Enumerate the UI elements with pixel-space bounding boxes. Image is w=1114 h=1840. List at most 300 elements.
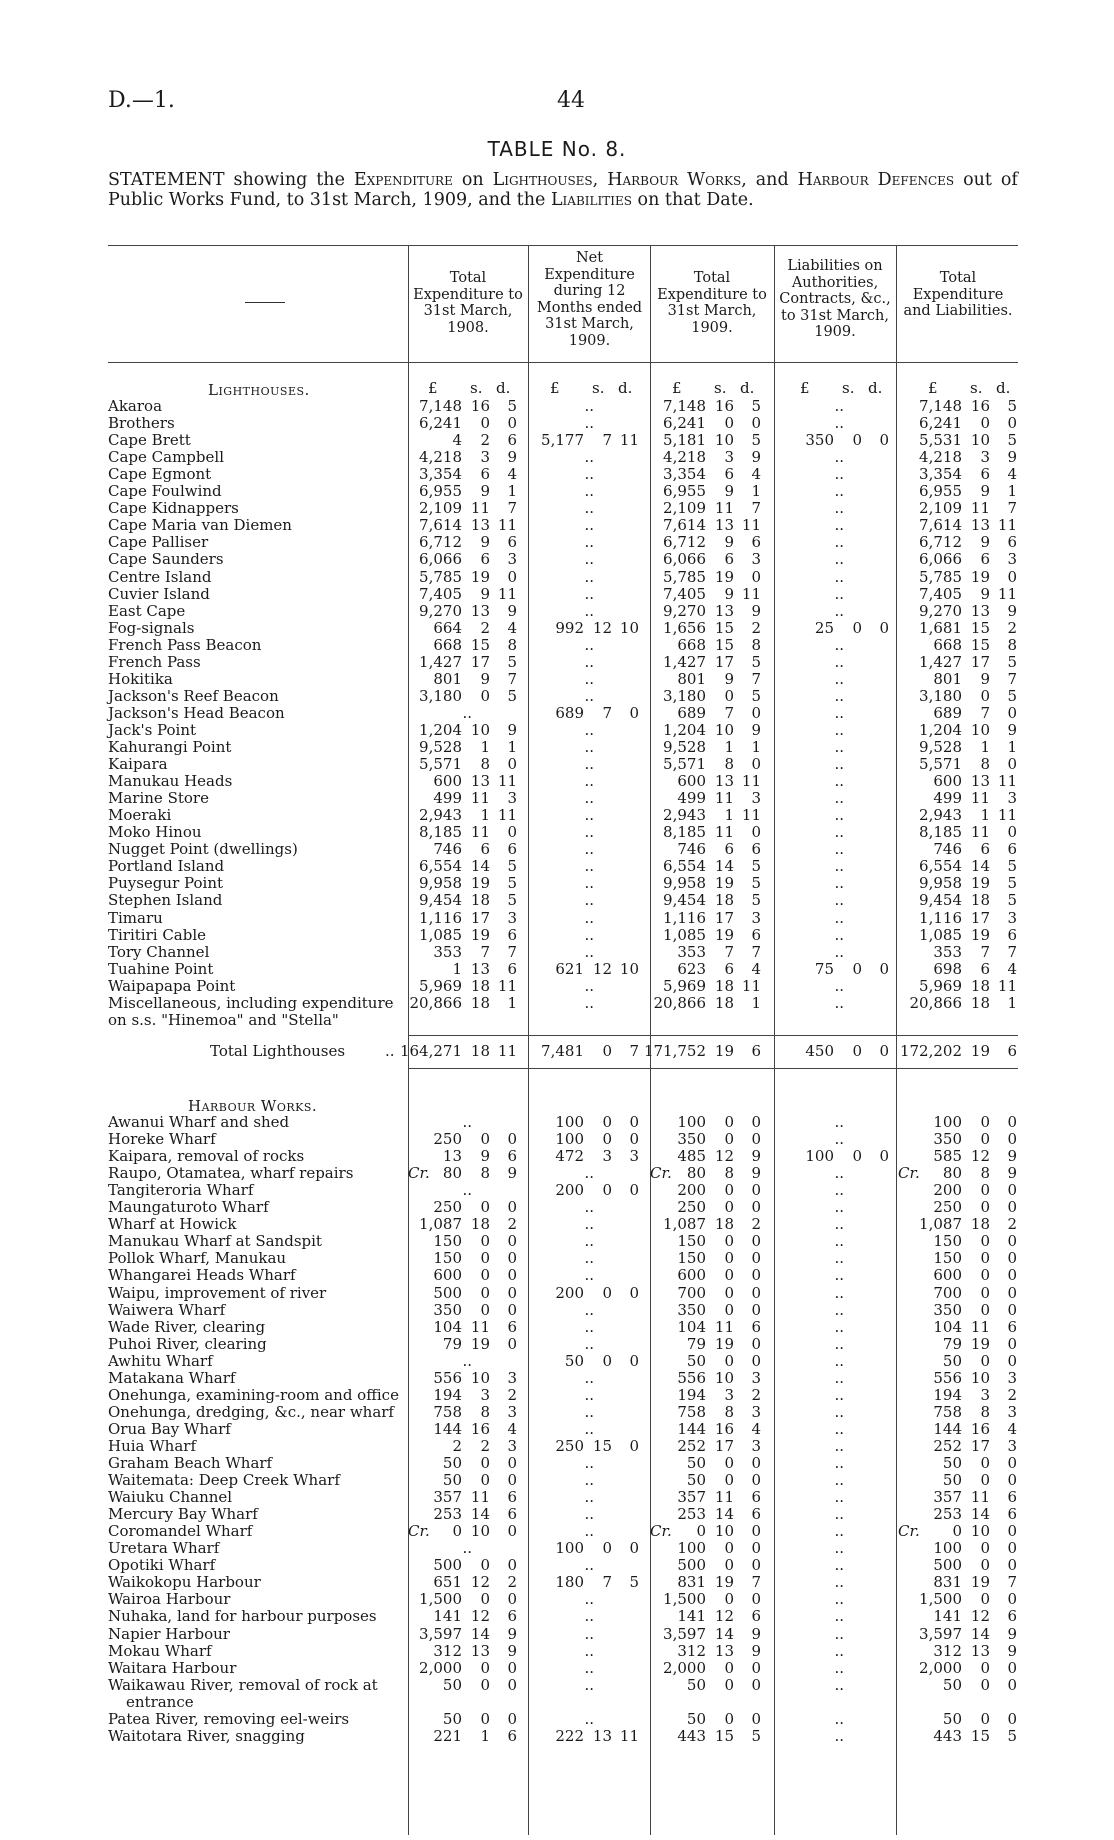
shillings-value: 13 — [714, 772, 734, 791]
pounds-value: 253 — [677, 1505, 706, 1524]
row-label: Wharf at Howick — [108, 1215, 237, 1234]
shillings-value: 0 — [980, 1454, 990, 1472]
row-label: Graham Beach Wharf — [108, 1454, 273, 1472]
pence-value: 11 — [997, 516, 1017, 535]
shillings-value: 11 — [970, 1488, 990, 1507]
pence-value: 3 — [507, 908, 517, 927]
pence-value: 7 — [751, 1573, 761, 1592]
shillings-value: 0 — [480, 1556, 490, 1575]
empty-cell-dots: .. — [584, 1317, 594, 1336]
shillings-value: 19 — [970, 1334, 990, 1353]
empty-cell-dots: .. — [834, 1181, 844, 1200]
pounds-value: 1,500 — [419, 1590, 462, 1609]
empty-cell-dots: .. — [834, 1505, 844, 1524]
empty-cell-dots: .. — [584, 1164, 594, 1183]
lighthouse-row — [0, 995, 1114, 1012]
shillings-value: 10 — [970, 1368, 990, 1387]
shillings-value: 9 — [480, 584, 490, 603]
pence-value: 0 — [751, 1249, 761, 1268]
lighthouse-row — [0, 466, 1114, 483]
shillings-value: 7 — [602, 1573, 612, 1592]
shillings-value: 19 — [970, 874, 990, 893]
empty-cell-dots: .. — [834, 669, 844, 688]
shillings-value: 9 — [724, 533, 734, 552]
pounds-value: 50 — [686, 1454, 706, 1472]
pounds-value: 600 — [677, 1266, 706, 1285]
pence-value: 7 — [1007, 669, 1017, 688]
empty-cell-dots: .. — [584, 1266, 594, 1285]
empty-cell-dots: .. — [584, 942, 594, 961]
harbour-row — [0, 1319, 1114, 1336]
pence-value: 5 — [1007, 686, 1017, 705]
row-label: Patea River, removing eel-weirs — [108, 1709, 350, 1728]
pence-value: 1 — [751, 482, 761, 501]
shillings-value: 6 — [480, 465, 490, 484]
empty-cell-dots: .. — [584, 772, 594, 791]
document-id: D.—1. — [108, 88, 175, 113]
pounds-value: 472 — [555, 1147, 584, 1166]
empty-cell-dots: .. — [834, 1539, 844, 1558]
harbour-row — [0, 1182, 1114, 1199]
empty-cell-dots: .. — [584, 976, 594, 995]
shillings-value: 13 — [714, 601, 734, 620]
pounds-value: 500 — [433, 1283, 462, 1302]
row-label: Huia Wharf — [108, 1436, 196, 1455]
shillings-value: 15 — [970, 1726, 990, 1745]
shillings-value: 8 — [980, 1164, 990, 1183]
lighthouse-row — [0, 739, 1114, 756]
shillings-value: 9 — [724, 669, 734, 688]
pounds-value: 79 — [686, 1334, 706, 1353]
harbour-row — [0, 1455, 1114, 1472]
pence-value: 4 — [1007, 1419, 1017, 1438]
shillings-value: 1 — [724, 806, 734, 825]
pounds-value: 700 — [677, 1283, 706, 1302]
shillings-value: 0 — [980, 1556, 990, 1575]
shillings-value: 13 — [970, 516, 990, 535]
pence-value: 9 — [1007, 1641, 1017, 1660]
credit-mark: Cr. — [650, 1522, 672, 1541]
pence-value: 9 — [751, 1641, 761, 1660]
pounds-value: 746 — [933, 840, 962, 859]
pounds-value: 6,955 — [663, 482, 706, 501]
shillings-value: 7 — [724, 703, 734, 722]
lighthouse-row — [0, 978, 1114, 995]
pounds-value: 7,481 — [541, 1042, 584, 1060]
shillings-value: 17 — [714, 908, 734, 927]
pence-value: 0 — [507, 1334, 517, 1353]
empty-cell-dots: .. — [584, 1334, 594, 1353]
row-label: Matakana Wharf — [108, 1368, 236, 1387]
lighthouse-row — [0, 500, 1114, 517]
pounds-value: 7,405 — [419, 584, 462, 603]
row-label: Waikawau River, removal of rock at — [108, 1675, 378, 1694]
pounds-value: 150 — [433, 1249, 462, 1268]
shillings-value: 0 — [980, 1113, 990, 1131]
empty-cell-dots: .. — [584, 567, 594, 586]
pounds-value: 992 — [555, 618, 584, 637]
shillings-value: 1 — [980, 806, 990, 825]
shillings-value: 19 — [470, 874, 490, 893]
empty-cell-dots: .. — [834, 1641, 844, 1660]
pounds-value: 200 — [555, 1283, 584, 1302]
pounds-value: 350 — [677, 1300, 706, 1319]
shillings-value: 10 — [714, 1368, 734, 1387]
shillings-value: 11 — [970, 789, 990, 808]
pence-value: 0 — [751, 1471, 761, 1490]
pence-value: 9 — [507, 448, 517, 467]
shillings-value: 18 — [970, 891, 990, 910]
pence-value: 0 — [751, 1590, 761, 1609]
shillings-value: 0 — [724, 1539, 734, 1558]
empty-cell-dots: .. — [584, 857, 594, 876]
shillings-value: 0 — [602, 1351, 612, 1370]
pence-value: 0 — [629, 1130, 639, 1149]
row-label: on s.s. "Hinemoa" and "Stella" — [108, 1010, 339, 1029]
pence-value: 9 — [1007, 1147, 1017, 1166]
shillings-value: 0 — [980, 1130, 990, 1149]
shillings-value: 17 — [714, 1436, 734, 1455]
pounds-value: 353 — [933, 942, 962, 961]
shillings-value: 3 — [480, 448, 490, 467]
pounds-value: 2,000 — [919, 1658, 962, 1677]
empty-cell-dots: .. — [584, 1300, 594, 1319]
shillings-value: 9 — [980, 669, 990, 688]
pence-value: 7 — [751, 942, 761, 961]
pounds-value: 144 — [677, 1419, 706, 1438]
pounds-value: 600 — [933, 772, 962, 791]
lighthouse-row — [0, 807, 1114, 824]
pence-value: 6 — [507, 1726, 517, 1745]
lighthouse-row — [0, 671, 1114, 688]
shillings-value: 19 — [970, 567, 990, 586]
shillings-value: 0 — [980, 1471, 990, 1490]
shillings-value: 8 — [480, 1402, 490, 1421]
pounds-value: 141 — [433, 1607, 462, 1626]
pence-value: 0 — [629, 1351, 639, 1370]
pence-value: 11 — [741, 772, 761, 791]
lighthouse-row — [0, 910, 1114, 927]
row-label: Maungaturoto Wharf — [108, 1198, 269, 1217]
empty-cell-dots: .. — [584, 414, 594, 433]
column-header-total-and-liabilities: Total Expenditure and Liabilities. — [903, 270, 1013, 319]
pence-value: 1 — [507, 482, 517, 501]
harbour-row — [0, 1302, 1114, 1319]
pence-value: 0 — [507, 1454, 517, 1472]
empty-cell-dots: .. — [834, 1607, 844, 1626]
shillings-value: 16 — [470, 397, 490, 415]
empty-cell-dots: .. — [584, 993, 594, 1012]
shillings-value: 15 — [714, 1726, 734, 1745]
pence-value: 0 — [751, 1130, 761, 1149]
row-label: Brothers — [108, 414, 175, 433]
pounds-value: 1,427 — [419, 652, 462, 671]
empty-cell-dots: .. — [584, 482, 594, 501]
empty-cell-dots: .. — [834, 1198, 844, 1217]
pence-value: 3 — [751, 1436, 761, 1455]
pound-symbol: £ — [672, 379, 682, 397]
pence-value: 0 — [751, 1198, 761, 1217]
row-label: Cape Foulwind — [108, 482, 222, 501]
empty-cell-dots: .. — [834, 1488, 844, 1507]
empty-cell-dots: .. — [834, 1266, 844, 1285]
empty-cell-dots: .. — [834, 1726, 844, 1745]
shillings-value: 10 — [970, 431, 990, 450]
pence-value: 4 — [751, 1419, 761, 1438]
pence-value: 0 — [1007, 1198, 1017, 1217]
shillings-value: 18 — [714, 993, 734, 1012]
empty-cell-dots: .. — [834, 1709, 844, 1728]
lighthouse-row — [0, 569, 1114, 586]
empty-cell-dots: .. — [834, 1351, 844, 1370]
row-label: Moeraki — [108, 806, 172, 825]
shillings-value: 13 — [470, 601, 490, 620]
pence-value: 0 — [879, 1042, 889, 1060]
shillings-value: 7 — [602, 703, 612, 722]
row-label: Tuahine Point — [108, 959, 214, 978]
pence-value: 9 — [751, 1624, 761, 1643]
shillings-value: 12 — [470, 1573, 490, 1592]
pence-value: 0 — [751, 567, 761, 586]
shillings-value: 0 — [724, 1658, 734, 1677]
shillings-value: 8 — [724, 1402, 734, 1421]
pounds-value: 144 — [933, 1419, 962, 1438]
pence-value: 9 — [1007, 1164, 1017, 1183]
empty-cell-dots: .. — [584, 1505, 594, 1524]
shillings-value: 11 — [714, 823, 734, 842]
pounds-value: 600 — [433, 772, 462, 791]
pounds-value: 2,109 — [663, 499, 706, 518]
harbour-row — [0, 1489, 1114, 1506]
pence-value: 0 — [751, 823, 761, 842]
pounds-value: 556 — [677, 1368, 706, 1387]
total-bottom-rule — [408, 1068, 1018, 1069]
shillings-value: 12 — [970, 1607, 990, 1626]
shillings-value: 6 — [724, 840, 734, 859]
pence-value: 0 — [1007, 1590, 1017, 1609]
empty-cell-dots: .. — [834, 601, 844, 620]
row-label: Opotiki Wharf — [108, 1556, 216, 1575]
harbour-row — [0, 1233, 1114, 1250]
shillings-value: 0 — [724, 1351, 734, 1370]
pence-value: 2 — [507, 1215, 517, 1234]
lighthouse-row — [0, 1012, 1114, 1029]
pounds-value: 758 — [933, 1402, 962, 1421]
empty-cell-dots: .. — [834, 891, 844, 910]
pounds-value: 104 — [933, 1317, 962, 1336]
pence-value: 0 — [507, 1556, 517, 1575]
pounds-value: 150 — [433, 1232, 462, 1251]
lighthouse-row — [0, 773, 1114, 790]
pounds-value: 7,148 — [663, 397, 706, 415]
pence-value: 11 — [619, 1726, 639, 1745]
pence-value: 5 — [751, 431, 761, 450]
pounds-value: 6,554 — [663, 857, 706, 876]
empty-cell-dots: .. — [584, 1675, 594, 1694]
empty-cell-dots: .. — [834, 1471, 844, 1490]
row-label: Hokitika — [108, 669, 173, 688]
pence-value: 3 — [507, 550, 517, 569]
pounds-value: 350 — [805, 431, 834, 450]
harbour-row — [0, 1216, 1114, 1233]
row-label: Jackson's Head Beacon — [108, 703, 285, 722]
pence-label: d. — [868, 379, 883, 397]
harbour-row — [0, 1285, 1114, 1302]
pence-value: 1 — [1007, 738, 1017, 756]
pounds-value: 164,271 — [399, 1042, 462, 1060]
lighthouse-row — [0, 961, 1114, 978]
row-label: Cape Saunders — [108, 550, 224, 569]
empty-cell-dots: .. — [584, 789, 594, 808]
shillings-value: 0 — [980, 414, 990, 433]
pence-value: 9 — [507, 1624, 517, 1643]
pence-value: 6 — [1007, 840, 1017, 859]
shillings-value: 13 — [970, 772, 990, 791]
pound-symbol: £ — [800, 379, 810, 397]
row-label: Wairoa Harbour — [108, 1590, 231, 1609]
pence-value: 2 — [751, 1215, 761, 1234]
pence-value: 0 — [879, 1147, 889, 1166]
shillings-value: 9 — [980, 533, 990, 552]
shillings-value: 10 — [714, 720, 734, 739]
shillings-value: 19 — [714, 567, 734, 586]
row-label: Tiritiri Cable — [108, 925, 207, 944]
shillings-value: 11 — [970, 1317, 990, 1336]
row-label: Nugget Point (dwellings) — [108, 840, 298, 859]
shillings-value: 3 — [980, 448, 990, 467]
shillings-value: 0 — [724, 1232, 734, 1251]
empty-cell-dots: .. — [834, 1556, 844, 1575]
pence-value: 0 — [1007, 1283, 1017, 1302]
shillings-value: 0 — [480, 1709, 490, 1728]
row-label: Uretara Wharf — [108, 1539, 220, 1558]
pence-value: 4 — [1007, 959, 1017, 978]
pence-value: 7 — [507, 942, 517, 961]
pence-value: 2 — [1007, 1215, 1017, 1234]
pounds-value: 621 — [555, 959, 584, 978]
pounds-value: 1,087 — [919, 1215, 962, 1234]
pounds-value: 2,109 — [419, 499, 462, 518]
shillings-value: 0 — [602, 1539, 612, 1558]
shillings-value: 0 — [724, 1590, 734, 1609]
pounds-value: 9,958 — [919, 874, 962, 893]
row-label: Waiwera Wharf — [108, 1300, 226, 1319]
pence-value: 0 — [1007, 823, 1017, 842]
shillings-value: 0 — [602, 1283, 612, 1302]
pounds-value: 312 — [933, 1641, 962, 1660]
shillings-value: 11 — [470, 789, 490, 808]
pence-value: 0 — [629, 1436, 639, 1455]
empty-cell-dots: .. — [834, 448, 844, 467]
lighthouse-row — [0, 756, 1114, 773]
shillings-value: 0 — [480, 1130, 490, 1149]
table-title: TABLE No. 8. — [487, 137, 627, 161]
pounds-value: 3,180 — [663, 686, 706, 705]
pence-value: 3 — [1007, 789, 1017, 808]
shillings-value: 16 — [714, 1419, 734, 1438]
pence-value: 0 — [1007, 1454, 1017, 1472]
empty-cell-dots: .. — [584, 1232, 594, 1251]
shillings-value: 0 — [602, 1042, 612, 1060]
pounds-value: 353 — [433, 942, 462, 961]
pounds-value: 50 — [942, 1471, 962, 1490]
pence-value: 6 — [1007, 1505, 1017, 1524]
pence-value: 8 — [751, 635, 761, 654]
row-label: Tangiteroria Wharf — [108, 1181, 254, 1200]
empty-cell-dots: .. — [584, 840, 594, 859]
empty-cell-dots: .. — [834, 1300, 844, 1319]
pounds-value: 651 — [433, 1573, 462, 1592]
pounds-value: 150 — [933, 1232, 962, 1251]
empty-cell-dots: .. — [584, 1385, 594, 1404]
pence-value: 5 — [751, 686, 761, 705]
pounds-value: 194 — [433, 1385, 462, 1404]
shillings-value: 2 — [480, 1436, 490, 1455]
empty-cell-dots: .. — [584, 669, 594, 688]
pounds-value: 6,066 — [663, 550, 706, 569]
empty-cell-dots: .. — [834, 516, 844, 535]
row-label: Tory Channel — [108, 942, 210, 961]
row-label: Cape Campbell — [108, 448, 224, 467]
shillings-value: 11 — [470, 499, 490, 518]
empty-cell-dots: .. — [834, 584, 844, 603]
credit-mark: Cr. — [898, 1164, 920, 1183]
shillings-value: 0 — [724, 1556, 734, 1575]
pounds-value: 250 — [433, 1198, 462, 1217]
pounds-value: 80 — [686, 1164, 706, 1183]
row-label: Stephen Island — [108, 891, 223, 910]
shillings-value: 7 — [602, 431, 612, 450]
shillings-value: 15 — [470, 635, 490, 654]
shillings-value: 6 — [480, 550, 490, 569]
pence-value: 5 — [1007, 891, 1017, 910]
empty-cell-dots: .. — [584, 1556, 594, 1575]
pence-value: 2 — [507, 1385, 517, 1404]
pence-value: 2 — [751, 618, 761, 637]
pounds-value: 668 — [677, 635, 706, 654]
shillings-value: 1 — [480, 806, 490, 825]
row-label: Kahurangi Point — [108, 738, 232, 756]
pence-value: 1 — [751, 993, 761, 1012]
pounds-value: 2,109 — [919, 499, 962, 518]
pence-value: 3 — [507, 1402, 517, 1421]
total-top-rule — [408, 1035, 1018, 1036]
pounds-value: 50 — [686, 1675, 706, 1694]
shillings-value: 19 — [470, 1334, 490, 1353]
pence-value: 6 — [751, 1317, 761, 1336]
pounds-value: 9,454 — [663, 891, 706, 910]
pounds-value: 5,969 — [919, 976, 962, 995]
pence-value: 6 — [751, 1488, 761, 1507]
pounds-value: 746 — [433, 840, 462, 859]
shillings-value: 19 — [714, 1573, 734, 1592]
pounds-value: 20,866 — [653, 993, 706, 1012]
empty-cell-dots: .. — [834, 1232, 844, 1251]
pence-label: d. — [996, 379, 1011, 397]
pence-value: 11 — [497, 516, 517, 535]
pence-value: 5 — [629, 1573, 639, 1592]
row-label: Mokau Wharf — [108, 1641, 212, 1660]
shillings-value: 11 — [714, 789, 734, 808]
pounds-value: 2,943 — [919, 806, 962, 825]
pounds-value: 4,218 — [419, 448, 462, 467]
pounds-value: 450 — [805, 1042, 834, 1060]
row-label: Kaipara — [108, 755, 168, 774]
pence-value: 0 — [751, 1181, 761, 1200]
pence-value: 0 — [1007, 755, 1017, 774]
pounds-value: 556 — [933, 1368, 962, 1387]
empty-cell-dots: .. — [584, 806, 594, 825]
